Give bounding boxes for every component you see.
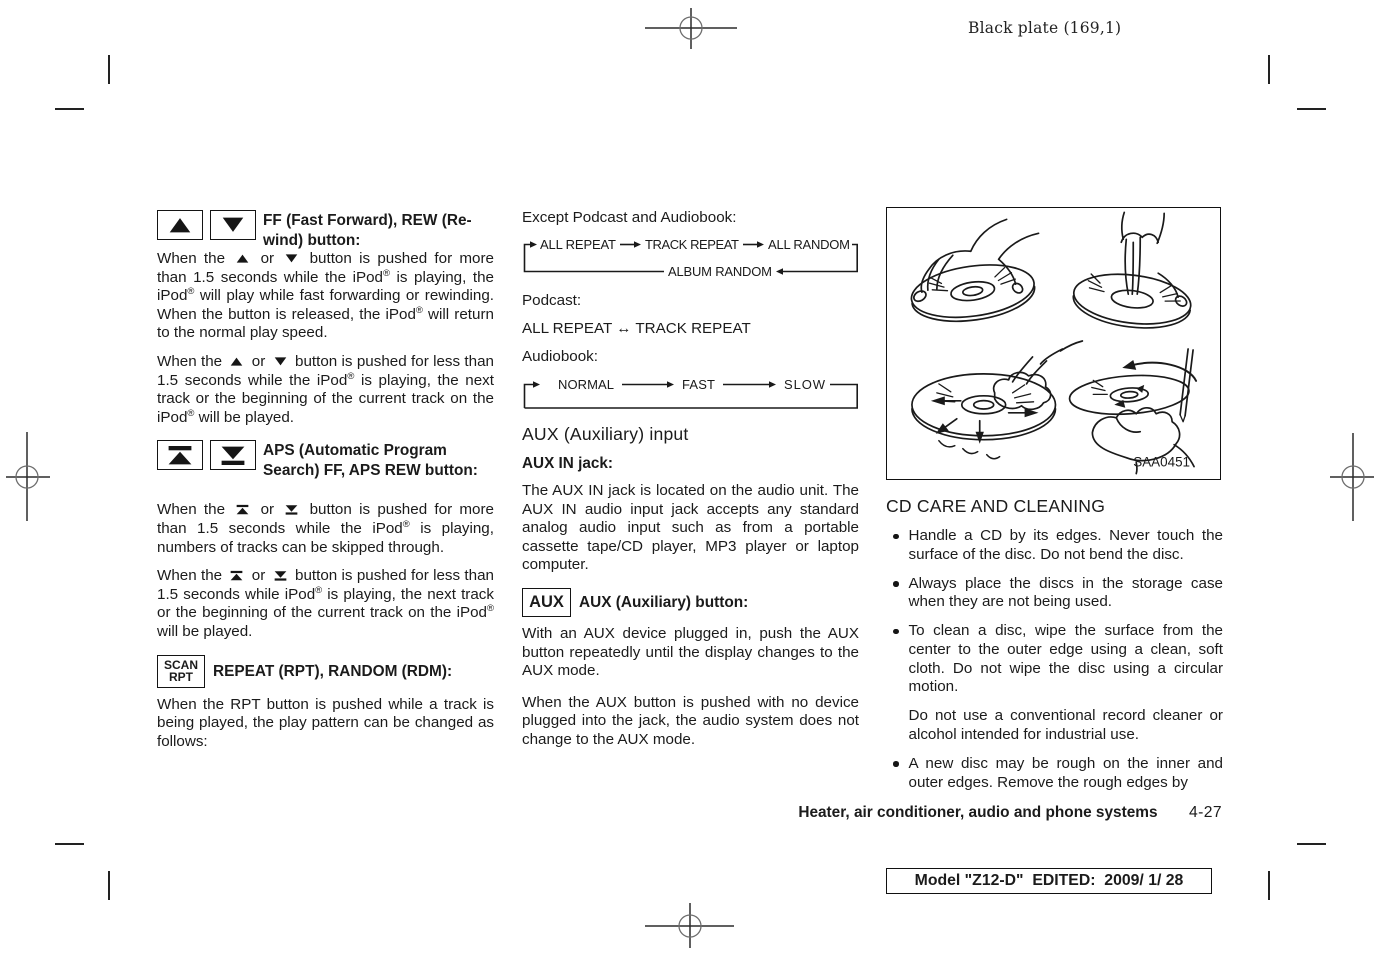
rew-button-key: [210, 210, 256, 240]
aps-rew-icon: [285, 504, 298, 516]
svg-text:ALL REPEAT: ALL REPEAT: [540, 237, 616, 252]
up-triangle-icon: [230, 357, 243, 366]
plate-note: Black plate (169,1): [968, 19, 1122, 37]
ff-rew-paragraph-1: When the or button is pushed for more than 1.5 seconds while the iPod® is playing, the iPod® will play while fast forwarding or rewinding. When the button is released, the iPod® will return to the normal play speed.: [157, 250, 494, 342]
svg-text:FAST: FAST: [682, 377, 715, 392]
aux-button-paragraph-1: With an AUX device plugged in, push the AUX button repeatedly until the display changes to the AUX mode.: [522, 624, 859, 680]
down-triangle-icon: [274, 357, 287, 366]
aps-rew-icon: [274, 570, 287, 582]
bullet-icon: [893, 581, 899, 587]
aux-in-jack-paragraph: The AUX IN jack is located on the audio unit. The AUX IN audio input jack accepts any standard analog audio input such as from a portable cassette tape/CD player, MP3 player or laptop computer.: [522, 482, 859, 574]
down-triangle-icon: [220, 217, 246, 233]
svg-text:ALBUM RANDOM: ALBUM RANDOM: [668, 264, 772, 279]
ff-rew-heading: [263, 210, 472, 250]
aux-button-paragraph-2: When the AUX button is pushed with no device plugged into the jack, the audio system does not change to the AUX mode.: [522, 693, 859, 748]
aux-button-heading: AUX (Auxiliary) button:: [579, 594, 749, 612]
aux-button-heading-row: [522, 588, 859, 617]
down-triangle-icon: [285, 254, 298, 263]
aps-ff-icon: [230, 570, 243, 582]
cd-care-bullet-1: Handle a CD by its edges. Never touch the surface of the disc. Do not bend the disc.: [886, 527, 1223, 564]
up-triangle-icon: [236, 254, 249, 263]
ff-rew-paragraph-2: When the or button is pushed for less than 1.5 seconds while the iPod® is playing, the next track or the beginning of the current track on the iPod® will be played.: [157, 352, 494, 426]
bullet-icon: [893, 534, 899, 540]
footer-section-title: Heater, air conditioner, audio and phone systems: [798, 804, 1158, 821]
aux-in-jack-subheading: AUX IN jack:: [522, 455, 613, 472]
aps-heading-line2: Search) FF, APS REW button:: [263, 461, 478, 479]
ff-rew-heading-line1: FF (Fast Forward), REW (Re-: [263, 212, 472, 229]
cd-care-bullet-2: Always place the discs in the storage case when they are not being used.: [886, 575, 1223, 612]
cd-care-heading: CD CARE AND CLEANING: [886, 496, 1106, 516]
audiobook-speed-diagram: [522, 375, 859, 415]
left-column: [157, 210, 494, 761]
scan-label: SCAN: [163, 657, 198, 672]
audiobook-label: Audiobook:: [522, 348, 598, 365]
cd-handling-artwork: [887, 208, 1217, 476]
scan-rpt-button-key: [157, 655, 205, 688]
repeat-heading-row: [157, 655, 494, 688]
repeat-cycle-diagram: [522, 236, 859, 282]
ff-button-key: [157, 210, 203, 240]
page-footer: [0, 804, 1222, 822]
svg-text:NORMAL: NORMAL: [558, 377, 614, 392]
aps-heading-line1: APS (Automatic Program: [263, 442, 447, 460]
aux-input-heading: AUX (Auxiliary) input: [522, 424, 689, 444]
repeat-paragraph: When the RPT button is pushed while a track is being played, the play pattern can be changed as follows:: [157, 695, 494, 750]
up-triangle-icon: [167, 217, 193, 233]
aps-rew-button-key: [210, 440, 256, 470]
aps-heading: [263, 440, 478, 480]
bullet-icon: [893, 761, 899, 767]
cd-care-bullet-4: A new disc may be rough on the inner and outer edges. Remove the rough edges by: [886, 755, 1223, 792]
svg-text:SLOW: SLOW: [784, 377, 825, 392]
podcast-label: Podcast:: [522, 292, 582, 309]
right-column: [886, 207, 1223, 803]
repeat-heading: REPEAT (RPT), RANDOM (RDM):: [213, 662, 453, 680]
bullet-icon: [893, 629, 899, 635]
svg-text:ALL RANDOM: ALL RANDOM: [768, 237, 850, 252]
aps-ff-icon: [236, 504, 249, 516]
aps-heading-row: [157, 440, 494, 480]
aux-button-key: AUX: [522, 588, 571, 617]
cd-handling-figure: [886, 207, 1221, 480]
aps-paragraph-1: When the or button is pushed for more than 1.5 seconds while the iPod® is playing, numbers of tracks can be skipped through.: [157, 501, 494, 556]
ff-rew-heading-line2: wind) button:: [263, 231, 361, 249]
aps-paragraph-2: When the or button is pushed for less than 1.5 seconds while iPod® is playing, the next track or the beginning of the current track on the iPod® will be played.: [157, 567, 494, 640]
svg-text:TRACK REPEAT: TRACK REPEAT: [645, 237, 739, 252]
podcast-cycle: ALL REPEAT ↔ TRACK REPEAT: [522, 320, 751, 337]
ff-rew-heading-row: [157, 210, 494, 250]
cd-care-bullet-3: To clean a disc, wipe the surface from the center to the outer edge using a clean, soft cloth. Do not wipe the disc using a circular motion.: [886, 622, 1223, 696]
middle-column: [522, 208, 859, 760]
footer-page-number: 4-27: [1189, 804, 1222, 821]
aps-ff-button-key: [157, 440, 203, 470]
rpt-label: RPT: [169, 670, 193, 684]
aps-rew-icon: [220, 446, 246, 465]
edition-box: Model "Z12-D" EDITED: 2009/ 1/ 28: [886, 868, 1212, 894]
cd-care-bullet-3-continuation: Do not use a conventional record cleaner or alcohol intended for industrial use.: [908, 707, 1223, 743]
aps-ff-icon: [167, 446, 193, 465]
except-label: Except Podcast and Audiobook:: [522, 209, 737, 226]
figure-code-label: SAA0451: [1133, 454, 1191, 470]
